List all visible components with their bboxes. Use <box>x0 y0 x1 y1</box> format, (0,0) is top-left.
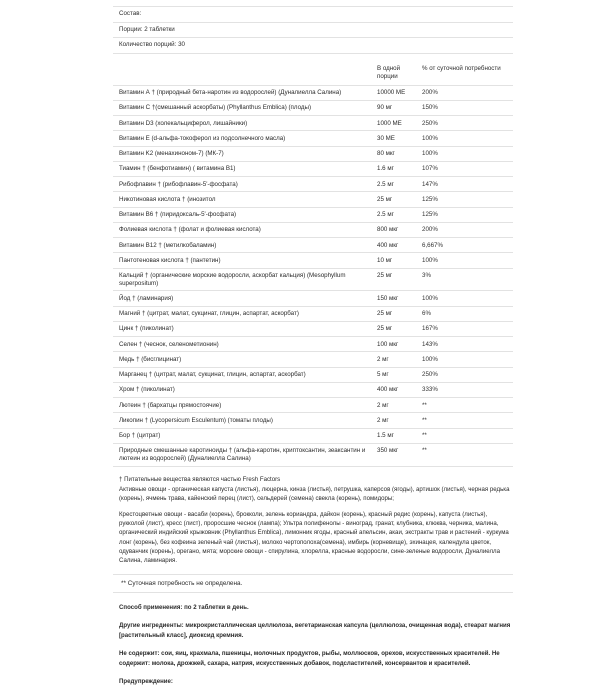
nutrient-daily-value: 200% <box>422 85 513 100</box>
nutrient-amount: 1.5 мг <box>377 428 422 443</box>
nutrient-name: Витамин D3 (холекальциферол, лишайники) <box>113 116 377 131</box>
nutrient-amount: 350 мкг <box>377 443 422 466</box>
table-row <box>113 291 513 306</box>
nutrient-name: Марганец † (цитрат, малат, сукцинат, глицин, аспартат, аскорбат) <box>113 367 377 382</box>
nutrient-amount: 2 мг <box>377 413 422 428</box>
nutrient-name: Бор † (цитрат) <box>113 428 377 443</box>
dagger-line: † Питательные вещества являются частью Fresh Factors <box>119 475 281 483</box>
table-row <box>113 367 513 382</box>
table-row <box>113 352 513 367</box>
other-ingredients: Другие ингредиенты: микрокристаллическая целлюлоза, вегетарианская капсула (целлюлоза, очищенная вода), стеарат магния [растительный класс], диоксид кремния. <box>119 622 511 639</box>
table-row <box>113 177 513 192</box>
table-row <box>113 146 513 161</box>
free-from-statement: Не содержит: сои, яиц, крахмала, пшеницы, молочных продуктов, рыбы, моллюсков, орехов, искусственных красителей. Не содержит: молока, дрожжей, сахара, натрия, искусственных добавок, подсластителей, консервантов и красителей. <box>119 650 500 667</box>
nutrient-daily-value: 100% <box>422 291 513 306</box>
nutrient-daily-value: 147% <box>422 177 513 192</box>
nutrient-daily-value: ** <box>422 398 513 413</box>
nutrient-daily-value: 107% <box>422 161 513 176</box>
nutrient-name: Витамин K2 (менахиноном-7) (МК-7) <box>113 146 377 161</box>
nutrient-daily-value: 250% <box>422 367 513 382</box>
table-row <box>113 253 513 268</box>
table-row <box>113 398 513 413</box>
nutrient-name: Йод † (ламинария) <box>113 291 377 306</box>
nutrient-daily-value: ** <box>422 413 513 428</box>
nutrient-amount: 80 мкг <box>377 146 422 161</box>
table-row <box>113 337 513 352</box>
nutrient-name: Тиамин † (бенфотиамин) ( витамина В1) <box>113 161 377 176</box>
nutrient-amount: 25 мг <box>377 321 422 336</box>
nutrient-amount: 25 мг <box>377 306 422 321</box>
nutrient-amount: 10 мг <box>377 253 422 268</box>
nutrient-daily-value: 100% <box>422 146 513 161</box>
nutrient-amount: 2 мг <box>377 352 422 367</box>
composition-label: Состав: <box>113 6 513 23</box>
nutrient-name: Витамин Е (d-альфа-токоферол из подсолнечного масла) <box>113 131 377 146</box>
nutrient-daily-value: 100% <box>422 253 513 268</box>
nutrient-amount: 1.6 мг <box>377 161 422 176</box>
nutrient-name: Кальций † (органические морские водоросли, аскорбат кальция) (Mesophyllum superpositum) <box>113 268 377 291</box>
column-header-name <box>113 61 377 86</box>
nutrient-daily-value: 167% <box>422 321 513 336</box>
nutrient-name: Медь † (бисглицинат) <box>113 352 377 367</box>
table-row <box>113 382 513 397</box>
table-row <box>113 413 513 428</box>
double-dagger-note: ** Суточная потребность не определена. <box>113 574 513 593</box>
nutrient-daily-value: 143% <box>422 337 513 352</box>
table-row <box>113 85 513 100</box>
table-row <box>113 306 513 321</box>
nutrient-name: Витамин B12 † (метилкобаламин) <box>113 238 377 253</box>
table-row <box>113 161 513 176</box>
nutrient-amount: 150 мкг <box>377 291 422 306</box>
nutrient-name: Цинк † (пиколинат) <box>113 321 377 336</box>
nutrient-daily-value: 250% <box>422 116 513 131</box>
nutrient-daily-value: 125% <box>422 207 513 222</box>
nutrient-daily-value: ** <box>422 443 513 466</box>
nutrient-name: Рибофлавин † (рибофлавин-5'-фосфата) <box>113 177 377 192</box>
cruciferous-note: Крестоцветные овощи - васаби (корень), брокколи, зелень кориандра, дайкон (корень), красный редис (корень), капуста (листья), рукколой (лист), кресс (лист), проросшие чеснок (лампа); Ультра полифенолы - виноград, гранат, клубника, клюква, черника, малина, органический индийский крыжовник (Phyllanthus Emblica), лимонник ягоды, красный апельсин, акаи, экстракты трав и растений - куркума лонг (корень), без кофеина зеленый чай (листья), молоко чертополоха(семена), имбирь (корневище), эхинацея, календула цветок, одуванчик (корень), орегано, мята; морские овощи - спирулина, хлорелла, красные водоросли, сине-зеленые водоросли, Дуналиелла Салина, ламинария. <box>119 511 509 564</box>
nutrient-daily-value: 125% <box>422 192 513 207</box>
nutrient-daily-value: 200% <box>422 222 513 237</box>
servings-count-label: Количество порций: 30 <box>113 38 513 54</box>
table-header-row <box>113 61 513 86</box>
table-row <box>113 268 513 291</box>
nutrient-name: Фолиевая кислота † (фолат и фолиевая кислота) <box>113 222 377 237</box>
table-row <box>113 321 513 336</box>
servings-label: Порции: 2 таблетки <box>113 23 513 39</box>
nutrient-amount: 400 мкг <box>377 238 422 253</box>
nutrient-daily-value: 100% <box>422 352 513 367</box>
nutrient-daily-value: ** <box>422 428 513 443</box>
nutrient-name: Лютеин † (бархатцы прямостоячие) <box>113 398 377 413</box>
table-row <box>113 207 513 222</box>
active-vegetables-note: Активные овощи - органическая капуста (листья), люцерна, кинза (листья), петрушка, каперсов (ягоды), артишок (листья), черная редька (корень), ячмень трава, кайенский перец (лист), сельдерей (семена) свекла (корень), помидоры; <box>119 485 510 503</box>
nutrient-amount: 800 мкг <box>377 222 422 237</box>
column-header-amount: В одной порции <box>377 61 422 86</box>
nutrient-daily-value: 6,667% <box>422 238 513 253</box>
supplement-facts-table <box>113 61 513 467</box>
nutrient-name: Никотиновая кислота † (инозитол <box>113 192 377 207</box>
nutrient-name: Магний † (цитрат, малат, сукцинат, глицин, аспартат, аскорбат) <box>113 306 377 321</box>
nutrient-name: Пантотеновая кислота † (пантетин) <box>113 253 377 268</box>
nutrient-daily-value: 3% <box>422 268 513 291</box>
nutrient-amount: 5 мг <box>377 367 422 382</box>
nutrient-name: Селен † (чеснок, селенометионин) <box>113 337 377 352</box>
nutrient-amount: 10000 МЕ <box>377 85 422 100</box>
column-header-daily-value: % от суточной потребности <box>422 61 513 86</box>
nutrient-amount: 2.5 мг <box>377 207 422 222</box>
table-row <box>113 238 513 253</box>
nutrient-amount: 100 мкг <box>377 337 422 352</box>
table-row <box>113 428 513 443</box>
nutrient-daily-value: 100% <box>422 131 513 146</box>
nutrient-amount: 30 МЕ <box>377 131 422 146</box>
table-row <box>113 131 513 146</box>
nutrient-amount: 2 мг <box>377 398 422 413</box>
nutrient-daily-value: 6% <box>422 306 513 321</box>
nutrient-name: Витамин B6 † (пиридоксаль-5'-фосфата) <box>113 207 377 222</box>
dagger-footnote-block <box>113 475 513 565</box>
nutrient-amount: 2.5 мг <box>377 177 422 192</box>
nutrient-daily-value: 150% <box>422 100 513 115</box>
usage-instructions: Способ применения: по 2 таблетки в день. <box>119 603 249 611</box>
nutrient-amount: 400 мкг <box>377 382 422 397</box>
nutrient-amount: 25 мг <box>377 192 422 207</box>
nutrient-daily-value: 333% <box>422 382 513 397</box>
nutrient-name: Витамин А † (природный бета-наротин из водорослей) (Дуналиелла Салина) <box>113 85 377 100</box>
table-row <box>113 222 513 237</box>
table-row <box>113 192 513 207</box>
table-row <box>113 100 513 115</box>
nutrient-name: Природные смешанные каротиноиды † (альфа-каротин, криптоксантин, зеаксантин и лютеин из водорослей) (Дуналиелла Салина) <box>113 443 377 466</box>
nutrient-amount: 1000 МЕ <box>377 116 422 131</box>
nutrient-name: Хром † (пиколинат) <box>113 382 377 397</box>
nutrient-amount: 25 мг <box>377 268 422 291</box>
nutrient-name: Витамин C †(смешанный аскорбаты) (Phyllanthus Emblica) (плоды) <box>113 100 377 115</box>
warning-label: Предупреждение: <box>119 677 173 685</box>
nutrient-amount: 90 мг <box>377 100 422 115</box>
table-row <box>113 443 513 466</box>
nutrient-name: Ликопин † (Lycopersicum Esculentum) (томаты плоды) <box>113 413 377 428</box>
table-row <box>113 116 513 131</box>
supplement-facts-panel <box>113 6 513 687</box>
